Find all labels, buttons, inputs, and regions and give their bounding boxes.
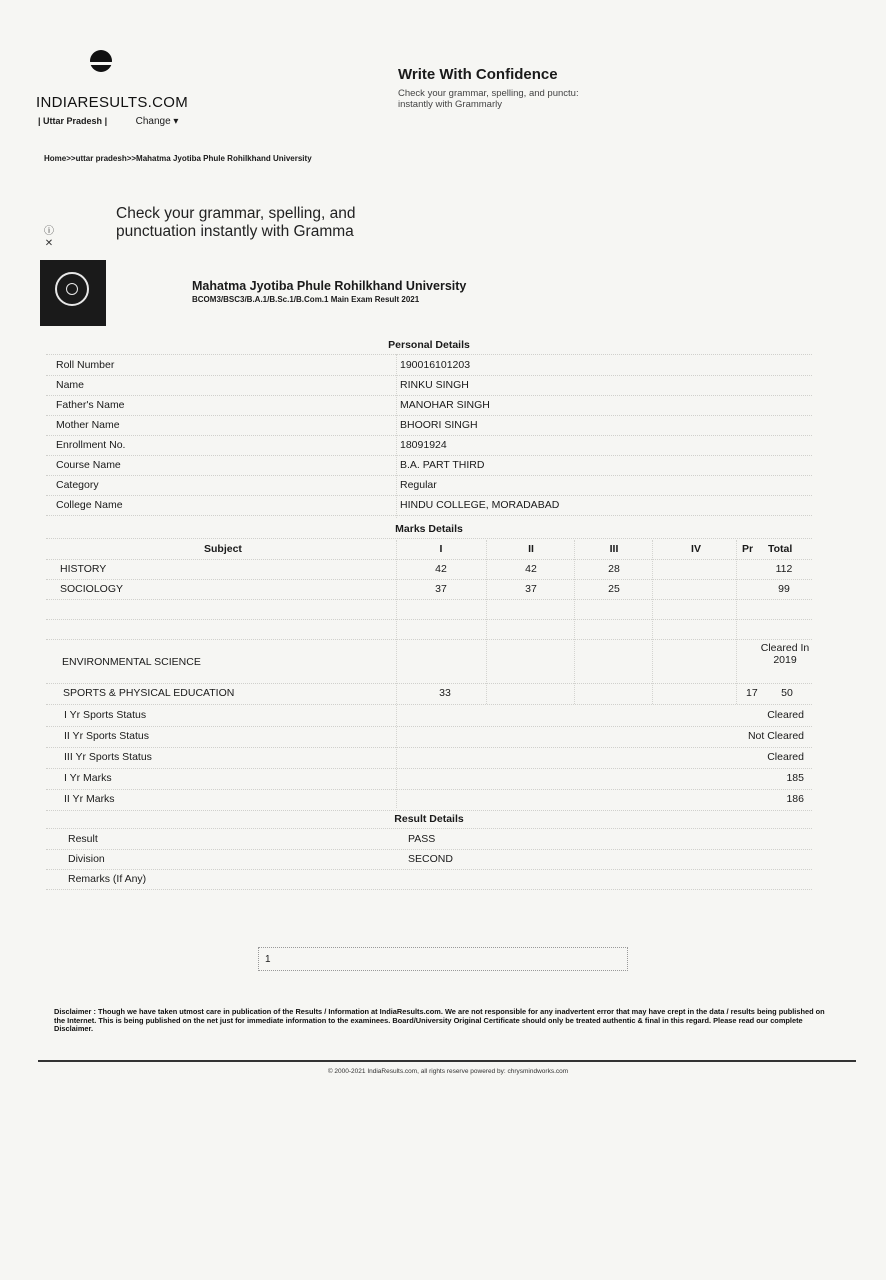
row-label: Name: [56, 379, 85, 391]
logo-mark-icon: [90, 50, 112, 72]
info-icon[interactable]: ⓘ: [44, 226, 54, 237]
row-value: Not Cleared: [747, 730, 804, 742]
row-value: PASS: [408, 833, 436, 845]
table-row: [46, 705, 812, 727]
row-label: Enrollment No.: [56, 439, 126, 451]
result-table: [46, 336, 812, 896]
row-label: Result: [68, 833, 98, 845]
row-value: SECOND: [408, 853, 453, 865]
row-value: MANOHAR SINGH: [400, 399, 490, 411]
university-name: Mahatma Jyotiba Phule Rohilkhand University: [192, 279, 467, 293]
col-i: I: [439, 543, 443, 555]
row-value: 185: [786, 772, 804, 784]
caret-down-icon: ▾: [173, 116, 179, 127]
site-logo[interactable]: INDIARESULTS.COM: [36, 94, 189, 111]
table-row: [46, 789, 812, 811]
table-row: [46, 355, 812, 376]
exam-title: BCOM3/BSC3/B.A.1/B.Sc.1/B.Com.1 Main Exam Result 2021: [192, 295, 420, 304]
row-value: 190016101203: [400, 359, 471, 371]
change-link[interactable]: Change ▾: [135, 116, 179, 127]
table-row: [46, 415, 812, 436]
grammar-ad[interactable]: Check your grammar, spelling, and punctuation instantly with Gramma: [116, 205, 356, 240]
breadcrumb-university[interactable]: Mahatma Jyotiba Phule Rohilkhand University: [136, 154, 312, 163]
table-row: [46, 375, 812, 396]
copyright: © 2000-2021 IndiaResults.com, all rights reserve powered by: chrysmindworks.com: [327, 1068, 569, 1075]
table-row-empty: [46, 599, 812, 620]
col-subject: Subject: [204, 543, 242, 555]
row-label: College Name: [56, 499, 123, 511]
row-value: B.A. PART THIRD: [400, 459, 485, 471]
col-iv: IV: [691, 543, 701, 555]
row-value: HINDU COLLEGE, MORADABAD: [400, 499, 560, 511]
row-value: Cleared: [767, 751, 804, 763]
result-heading: Result Details: [46, 810, 812, 829]
state-name: Uttar Pradesh: [43, 116, 103, 126]
row-value: BHOORI SINGH: [400, 419, 478, 431]
table-row: [46, 849, 812, 870]
page-input[interactable]: 1: [258, 947, 628, 971]
table-row: [46, 869, 812, 890]
table-row: HISTORY 42 42 28 112: [46, 559, 812, 580]
row-label: Remarks (If Any): [68, 873, 147, 885]
disclaimer: Disclaimer : Though we have taken utmost care in publication of the Results / Information at IndiaResults.com. We are not responsible for any inadvertent error that may have crept in the data / results being published on the Internet. This is being published on the net just for immediate information to the examinees. Board/University Original Certificate should only be treated authentic & final in this regard. Please read our complete Disclaimer.: [54, 1007, 825, 1034]
close-icon[interactable]: ✕: [44, 238, 54, 249]
col-total: Total: [768, 543, 793, 555]
table-row: SPORTS & PHYSICAL EDUCATION 33 17 50: [46, 683, 812, 705]
table-row: [46, 475, 812, 496]
row-label: Roll Number: [56, 359, 115, 371]
breadcrumb-state[interactable]: uttar pradesh: [75, 154, 127, 163]
table-row: [46, 829, 812, 850]
table-row: [46, 395, 812, 416]
table-row: SOCIOLOGY 37 37 25 99: [46, 579, 812, 600]
row-label: III Yr Sports Status: [64, 751, 152, 763]
col-ii: II: [528, 543, 534, 555]
col-pr: Pr: [742, 543, 754, 555]
ad-title[interactable]: Write With Confidence: [398, 66, 558, 83]
footer-divider: [38, 1060, 856, 1062]
table-row: ENVIRONMENTAL SCIENCE Cleared In 2019: [46, 639, 812, 684]
state-selector: | Uttar Pradesh | Change ▾: [38, 116, 179, 127]
table-row: [46, 768, 812, 790]
marks-header-row: [46, 539, 812, 560]
table-row: [46, 455, 812, 476]
table-row: [46, 726, 812, 748]
table-row-empty: [46, 619, 812, 640]
row-label: Division: [68, 853, 105, 865]
row-label: Mother Name: [56, 419, 120, 431]
table-row: [46, 435, 812, 456]
row-label: I Yr Marks: [64, 772, 112, 784]
table-row: [46, 747, 812, 769]
row-label: I Yr Sports Status: [64, 709, 147, 721]
row-value: Cleared: [767, 709, 804, 721]
personal-heading: Personal Details: [46, 336, 812, 355]
row-label: Category: [56, 479, 99, 491]
row-label: Father's Name: [56, 399, 125, 411]
table-row: [46, 495, 812, 516]
row-value: Regular: [400, 479, 437, 491]
row-label: II Yr Marks: [64, 793, 115, 805]
row-label: II Yr Sports Status: [64, 730, 150, 742]
university-seal-icon: [40, 260, 106, 326]
row-value: 186: [786, 793, 804, 805]
breadcrumb: Home>>uttar pradesh>>Mahatma Jyotiba Phule Rohilkhand University: [44, 154, 312, 163]
row-value: RINKU SINGH: [400, 379, 469, 391]
ad-controls: [44, 226, 54, 250]
marks-heading: Marks Details: [46, 520, 812, 539]
row-label: Course Name: [56, 459, 121, 471]
breadcrumb-home[interactable]: Home: [44, 154, 67, 163]
ad-description[interactable]: Check your grammar, spelling, and punctu: instantly with Grammarly: [398, 88, 579, 110]
col-iii: III: [609, 543, 619, 555]
row-value: 18091924: [400, 439, 447, 451]
